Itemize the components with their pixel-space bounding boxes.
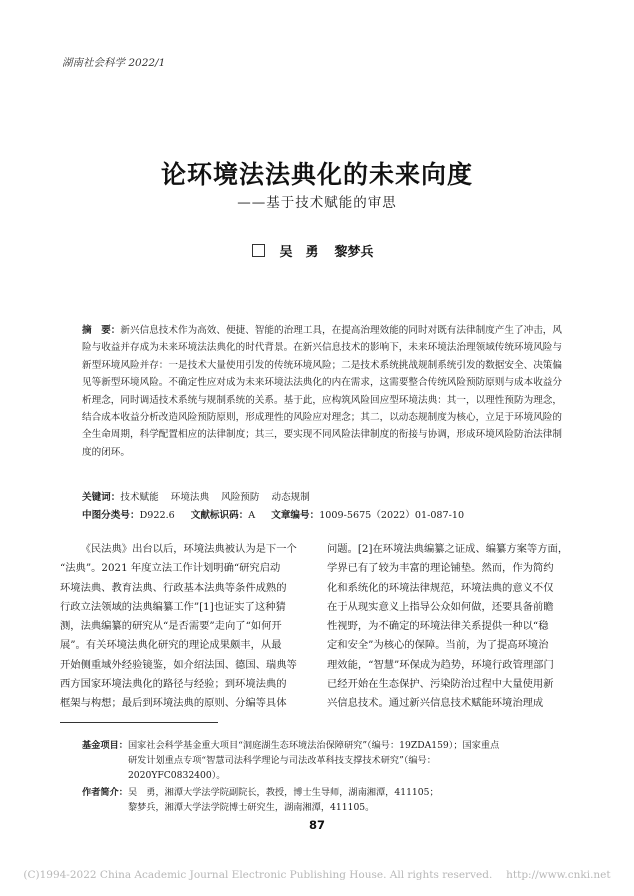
keyword: 技术赋能 <box>120 492 159 503</box>
clc-label: 中图分类号： <box>82 510 140 521</box>
clc-value: D922.6 <box>139 510 175 521</box>
note-line: 2020YFC0832400）。 <box>127 770 226 781</box>
body-column-left <box>60 540 312 714</box>
article-number-label: 文章编号： <box>271 510 320 521</box>
text-line: 兴信息技术。通过新兴信息技术赋能环境治理成 <box>327 697 544 710</box>
classification-line <box>82 507 464 521</box>
body-column-right <box>327 540 579 714</box>
author-note <box>82 785 582 815</box>
abstract <box>82 322 562 461</box>
doc-code-label: 文献标识码： <box>190 510 249 521</box>
fund-label: 基金项目： <box>82 740 128 751</box>
text-line: 行政立法领域的法典编纂工作”[1]也证实了这种猜 <box>60 600 286 613</box>
abstract-label: 摘 要： <box>82 325 121 336</box>
text-line: 问题。[2]在环境法典编纂之证成、编纂方案等方面， <box>327 543 569 555</box>
text-line: 测，法典编纂的研究从“是否需要”走向了“如何开 <box>60 620 282 633</box>
author-box-icon <box>252 244 265 257</box>
author-line <box>0 241 634 260</box>
article-number-value: 1009-5675（2022）01-087-10 <box>319 510 465 521</box>
text-line: 《民法典》出台以后，环境法典被认为是下一个 <box>80 543 297 555</box>
note-line: 吴 勇，湘潭大学法学院副院长，教授，博士生导师，湖南湘潭，411105； <box>127 787 439 798</box>
doc-code-value: A <box>248 510 256 521</box>
text-line: 定和安全”为核心的保障。当前，为了提高环境治 <box>327 639 549 652</box>
text-line: 展”。有关环境法典化研究的理论成果颇丰，从最 <box>60 639 282 652</box>
footnotes <box>82 738 582 817</box>
text-line: 框架与构想；最后到环境法典的原则、分编等具体 <box>60 697 287 710</box>
text-line: 西方国家环境法典化的路径与经验；到环境法典的 <box>60 678 287 691</box>
footnote-divider <box>60 722 218 723</box>
text-line: 化和系统化的环境法律规范，环境法典的意义不仅 <box>327 581 554 594</box>
article-subtitle: ——基于技术赋能的审思 <box>237 195 397 211</box>
keywords <box>82 489 322 503</box>
note-line: 研发计划重点专项“智慧司法科学理论与司法改革科技支撑技术研究”（编号： <box>127 755 436 766</box>
keywords-label: 关键词： <box>82 492 121 503</box>
text-line: 已经开始在生态保护、污染防治过程中大量使用新 <box>327 678 554 691</box>
text-line: 在于从现实意义上指导公众如何做，还要具备前瞻 <box>327 600 554 613</box>
text-line: “法典”。2021 年度立法工作计划明确“研究启动 <box>60 562 281 575</box>
author-info-label: 作者简介： <box>82 787 128 798</box>
note-line: 国家社会科学基金重大项目“洞庭湖生态环境法治保障研究”（编号：19ZDA159）；国家重点 <box>127 740 500 751</box>
author-name: 吴 勇 <box>279 245 319 260</box>
copyright-footer: (C)1994-2022 China Academic Journal Electronic Publishing House. All rights reserved. http://www.cnki.net <box>23 869 611 881</box>
text-line: 环境法典、教育法典、行政基本法典等条件成熟的 <box>60 581 287 594</box>
note-line: 黎梦兵，湘潭大学法学院博士研究生，湖南湘潭，411105。 <box>127 802 375 813</box>
author-name: 黎梦兵 <box>334 245 374 260</box>
text-line: 理效能，“智慧”环保成为趋势，环境行政管理部门 <box>327 658 554 671</box>
keyword: 环境法典 <box>170 492 210 503</box>
article-title: 论环境法法典化的未来向度 <box>160 160 473 189</box>
abstract-text: 新兴信息技术作为高效、便捷、智能的治理工具，在提高治理效能的同时对既有法律制度产生了冲击，风险与收益并存成为未来环境法法典化的时代背景。在新兴信息技术的影响下，未来环境法治理领域传统环境风险与新型环境风险并存：一是技术大量使用引发的传统环境风险；二是技术系统挑战规制系统引发的数据安全、决策偏见等新型环境风险。不确定性应对成为未来环境法法典化的内在需求，这需要整合传统风险预防原则与成本收益分析理念，同时调适技术系统与规制系统的关系。基于此，应构筑风险回应型环境法典：其一，以理性预防为理念，结合成本收益分析改造风险预防原则，形成理性的风险应对理念；其二，以动态规制度为核心，立足于环境风险的全生命周期，科学配置相应的法律制度；其三，要实现不同风险法律制度的衔接与协调，形成环境风险防治法律制度的闭环。 <box>82 325 563 458</box>
keyword: 动态规制 <box>271 492 310 503</box>
text-line: 学界已有了较为丰富的理论铺垫。然而，作为简约 <box>327 562 554 575</box>
journal-header: 湖南社会科学 2022/1 <box>62 57 166 69</box>
keyword: 风险预防 <box>221 492 260 503</box>
page-number: 87 <box>308 818 325 832</box>
fund-note <box>82 738 582 783</box>
text-line: 性视野，为不确定的环境法律关系提供一种以“稳 <box>327 620 549 633</box>
text-line: 开始侧重域外经验镜鉴，如介绍法国、德国、瑞典等 <box>60 658 297 671</box>
